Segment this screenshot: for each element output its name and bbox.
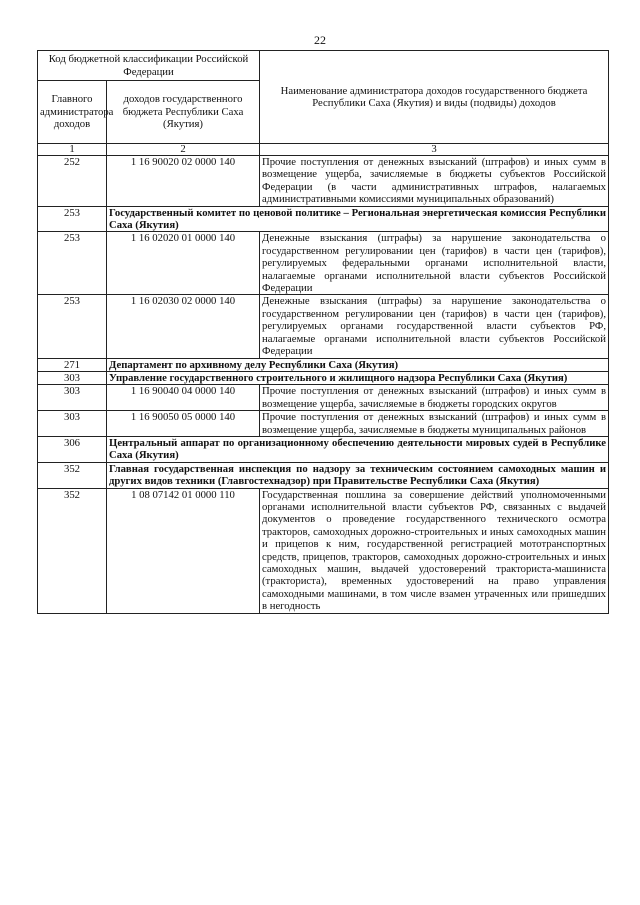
- admin-code: 352: [38, 462, 107, 488]
- table-row: [38, 295, 609, 358]
- revenue-description: Прочие поступления от денежных взысканий (штрафов) и иных сумм в возмещение ущерба, зачисляемые в бюджеты муниципальных районов: [260, 411, 609, 437]
- table-row: [38, 156, 609, 207]
- header-row-group: [38, 51, 609, 81]
- admin-code: 303: [38, 385, 107, 411]
- header-index-3: 3: [260, 144, 609, 156]
- organization-name: Департамент по архивному делу Республики Саха (Якутия): [107, 358, 609, 371]
- header-col2: доходов государственного бюджета Республики Саха (Якутия): [107, 81, 260, 144]
- admin-code: 252: [38, 156, 107, 207]
- revenue-code: 1 16 02030 02 0000 140: [107, 295, 260, 358]
- table-row-organization: [38, 371, 609, 384]
- header-index-row: [38, 144, 609, 156]
- admin-code: 253: [38, 206, 107, 232]
- organization-name: Управление государственного строительного и жилищного надзора Республики Саха (Якутия): [107, 371, 609, 384]
- table-row: [38, 488, 609, 613]
- revenue-code: 1 16 90040 04 0000 140: [107, 385, 260, 411]
- table-row-organization: [38, 462, 609, 488]
- header-group-title: Код бюджетной классификации Российской Федерации: [38, 51, 260, 81]
- table-row-organization: [38, 436, 609, 462]
- admin-code: 271: [38, 358, 107, 371]
- admin-code: 303: [38, 411, 107, 437]
- page-number: 22: [314, 33, 326, 47]
- header-index-1: 1: [38, 144, 107, 156]
- table-row-organization: [38, 206, 609, 232]
- admin-code: 352: [38, 488, 107, 613]
- organization-name: Государственный комитет по ценовой политике – Региональная энергетическая комиссия Республики Саха (Якутия): [107, 206, 609, 232]
- budget-classification-table: [37, 50, 609, 614]
- revenue-description: Прочие поступления от денежных взысканий (штрафов) и иных сумм в возмещение ущерба, зачисляемые в бюджеты субъектов Российской Федерации (в части административных штрафов, налагаемых административными комиссиями муниципальных образований): [260, 156, 609, 207]
- header-index-2: 2: [107, 144, 260, 156]
- revenue-code: 1 08 07142 01 0000 110: [107, 488, 260, 613]
- organization-name: Главная государственная инспекция по надзору за техническим состоянием самоходных машин и других видов техники (Главгостехнадзор) при Правительстве Республики Саха (Якутия): [107, 462, 609, 488]
- admin-code: 253: [38, 232, 107, 295]
- revenue-code: 1 16 90020 02 0000 140: [107, 156, 260, 207]
- revenue-code: 1 16 02020 01 0000 140: [107, 232, 260, 295]
- revenue-description: Государственная пошлина за совершение действий уполномоченными органами исполнительной власти субъектов РФ, связанных с выдачей документов о проведение государственного технического осмотра тракторов, самоходных дорожно-строительных и иных самоходных машин и прицепов к ним, государственной регистрацией мототранспортных средств, прицепов, тракторов, самоходных дорожно-строительных и иных самоходных машин, выдачей удостоверений тракториста-машиниста (тракториста), временных удостоверений на право управления самоходными машинами, в том числе взамен утраченных или пришедших в негодность: [260, 488, 609, 613]
- admin-code: 303: [38, 371, 107, 384]
- table-row-organization: [38, 358, 609, 371]
- table-row: [38, 411, 609, 437]
- header-col1: Главного администратора доходов: [38, 81, 107, 144]
- revenue-description: Денежные взыскания (штрафы) за нарушение законодательства о государственном регулировании цен (тарифов) в части цен (тарифов), регулируемых федеральными органами исполнительной власти, налагаемые органами исполнительной власти субъектов Российской Федерации: [260, 232, 609, 295]
- revenue-description: Прочие поступления от денежных взысканий (штрафов) и иных сумм в возмещение ущерба, зачисляемые в бюджеты городских округов: [260, 385, 609, 411]
- revenue-description: Денежные взыскания (штрафы) за нарушение законодательства о государственном регулировании цен (тарифов) в части цен (тарифов), регулируемых органами государственной власти субъектов РФ, налагаемые органами исполнительной власти субъектов Российской Федерации: [260, 295, 609, 358]
- revenue-code: 1 16 90050 05 0000 140: [107, 411, 260, 437]
- table-row: [38, 232, 609, 295]
- admin-code: 253: [38, 295, 107, 358]
- organization-name: Центральный аппарат по организационному обеспечению деятельности мировых судей в Республике Саха (Якутия): [107, 436, 609, 462]
- admin-code: 306: [38, 436, 107, 462]
- header-col3: Наименование администратора доходов государственного бюджета Республики Саха (Якутия) и виды (подвиды) доходов: [260, 51, 609, 144]
- table-row: [38, 385, 609, 411]
